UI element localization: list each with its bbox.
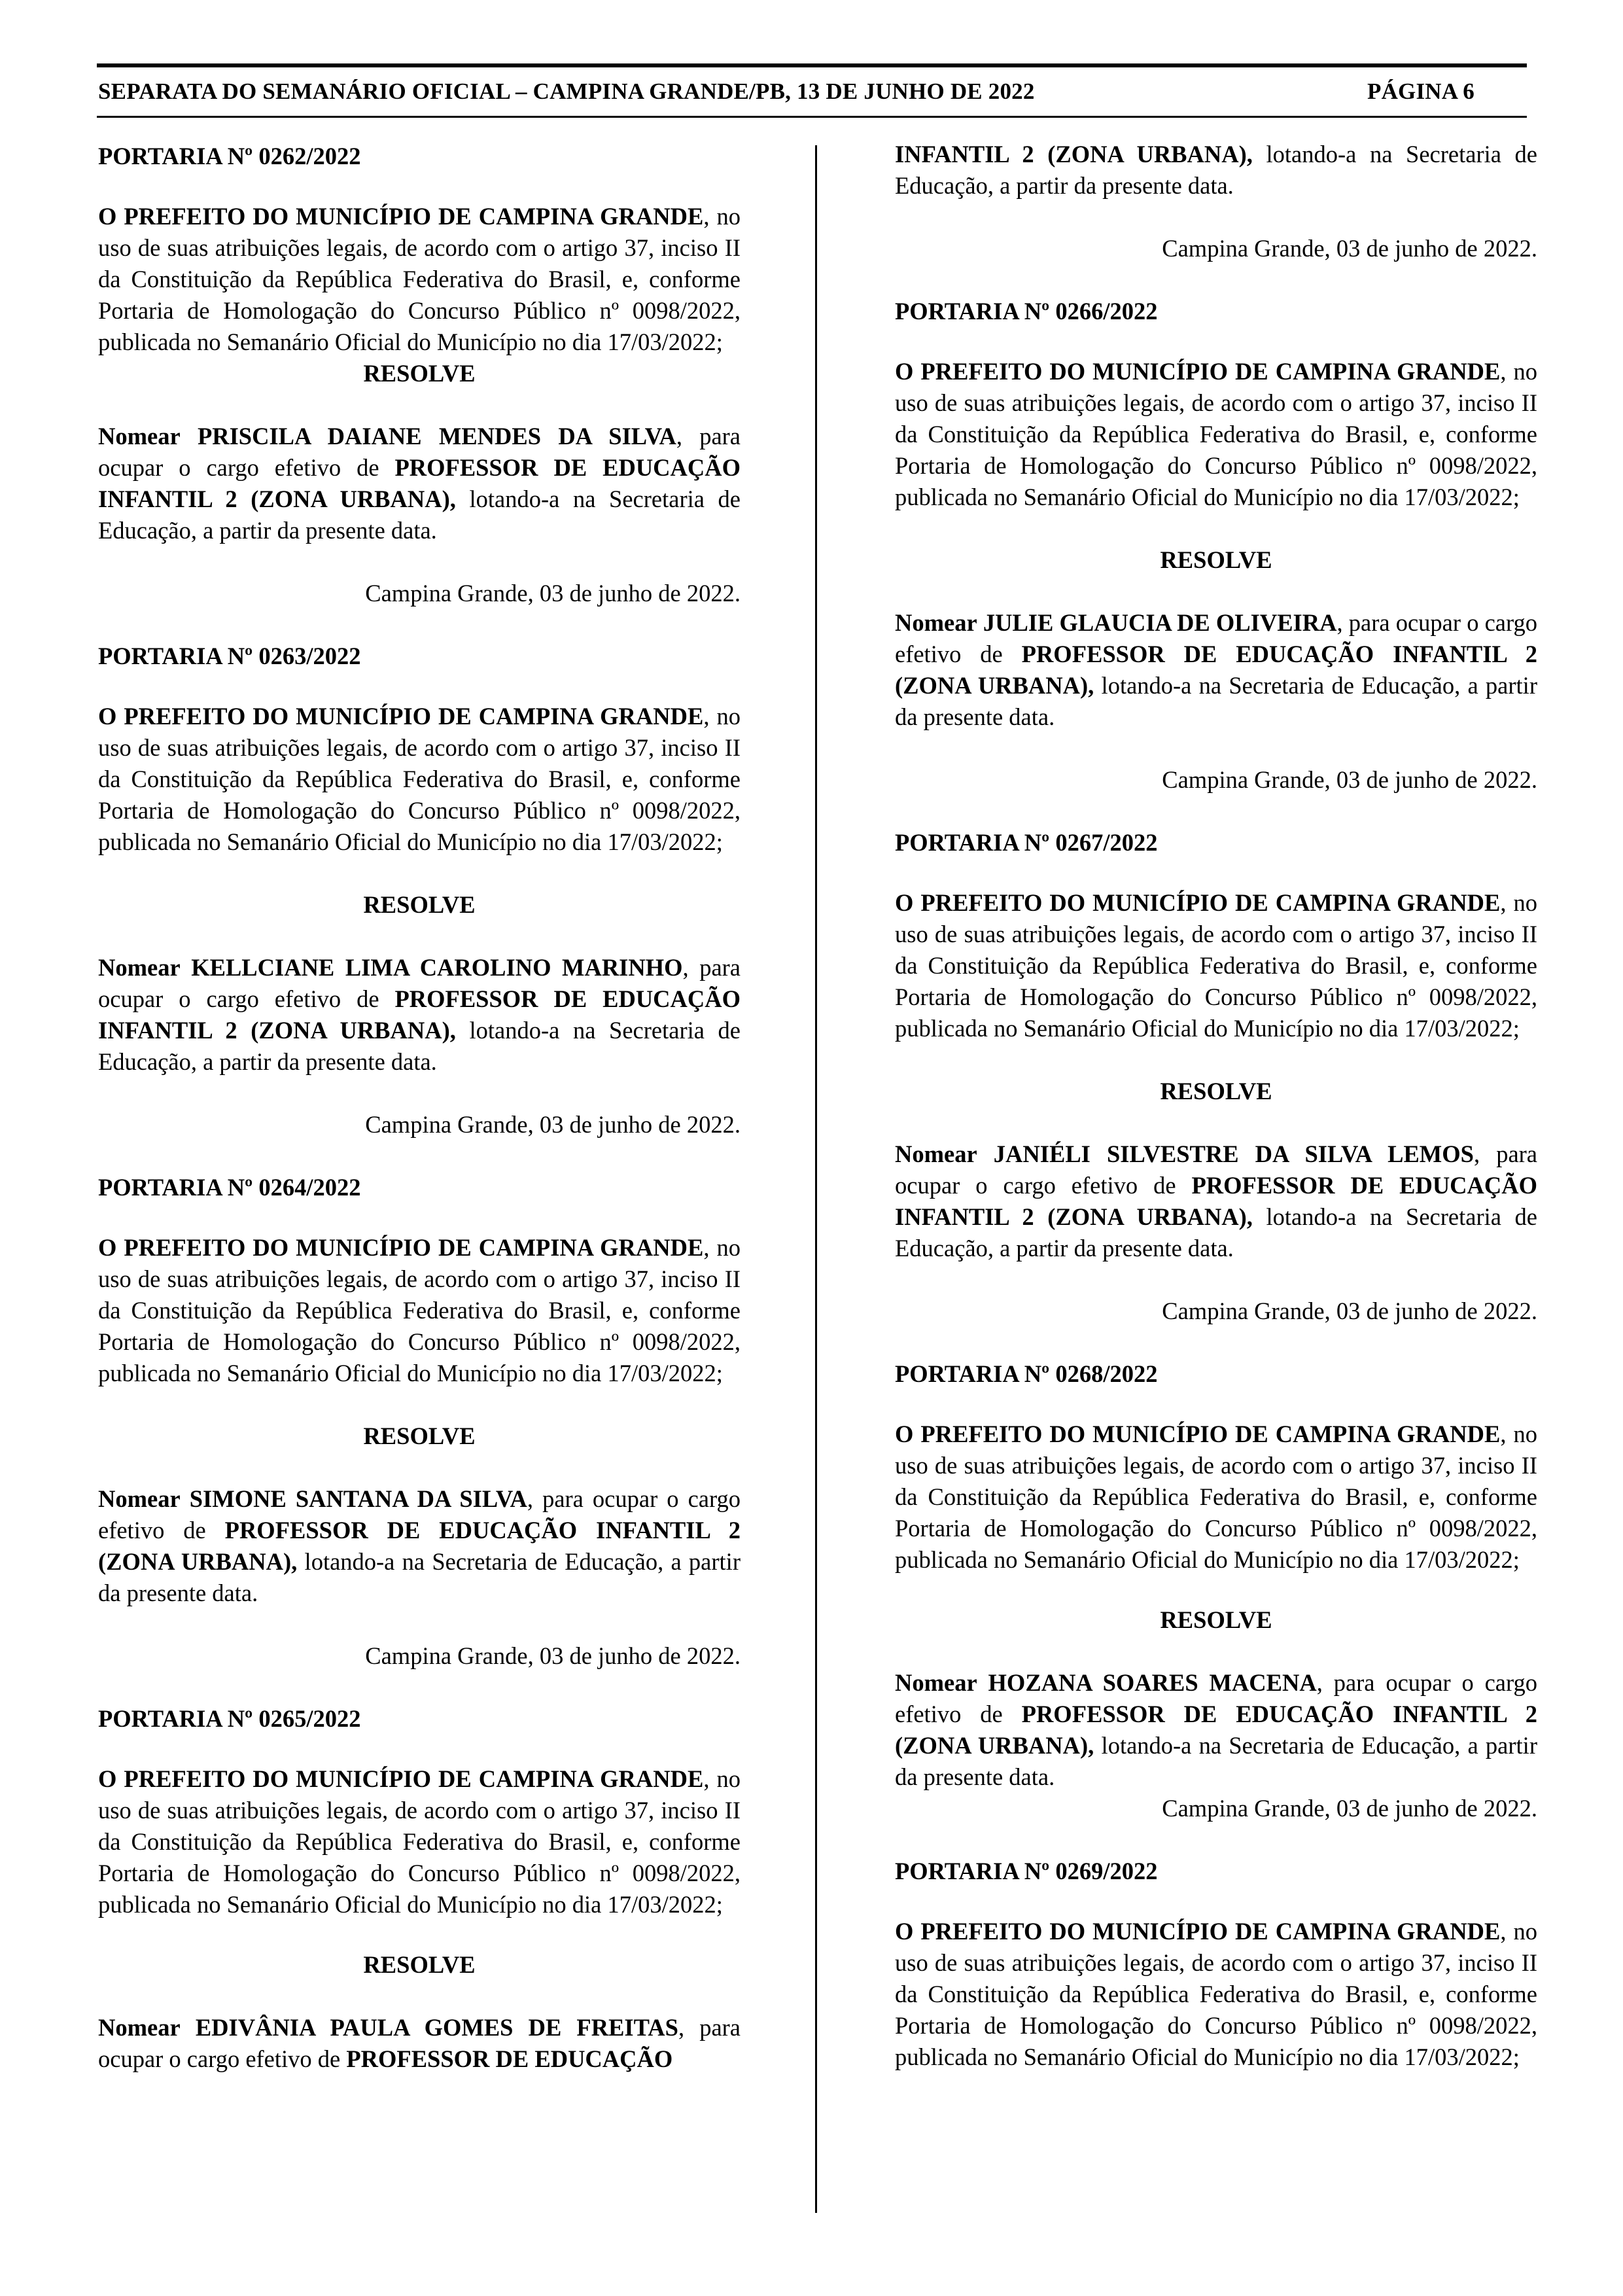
nomeacao-text: Nomear JANIÉLI SILVESTRE DA SILVA LEMOS, para ocupar o cargo efetivo de PROFESSOR DE EDUCAÇÃO INFANTIL 2 (ZONA URBANA), lotando-a na Secretaria de Educação, a partir da presente data. <box>895 1140 1538 1262</box>
portaria-title: PORTARIA Nº 0266/2022 <box>895 298 1158 325</box>
nomeacao-text: Nomear PRISCILA DAIANE MENDES DA SILVA, para ocupar o cargo efetivo de PROFESSOR DE EDUCAÇÃO INFANTIL 2 (ZONA URBANA), lotando-a na Secretaria de Educação, a partir da presente data. <box>98 423 741 544</box>
portaria-date: Campina Grande, 03 de junho de 2022. <box>365 1111 741 1138</box>
nomeacao-text: Nomear HOZANA SOARES MACENA, para ocupar o cargo efetivo de PROFESSOR DE EDUCAÇÃO INFANTIL 2 (ZONA URBANA), lotando-a na Secretaria de Educação, a partir da presente data. <box>895 1669 1538 1790</box>
portaria-date: Campina Grande, 03 de junho de 2022. <box>1162 1795 1537 1822</box>
nominee-name: KELLCIANE LIMA CAROLINO MARINHO <box>191 954 683 981</box>
resolve-heading: RESOLVE <box>363 1422 476 1449</box>
prefeito-label: O PREFEITO DO MUNICÍPIO DE CAMPINA GRANDE <box>98 1765 704 1792</box>
prefeito-label: O PREFEITO DO MUNICÍPIO DE CAMPINA GRANDE <box>895 1918 1501 1945</box>
portaria-intro: O PREFEITO DO MUNICÍPIO DE CAMPINA GRANDE, no uso de suas atribuições legais, de acordo com o artigo 37, inciso II da Constituição da República Federativa do Brasil, e, conforme Portaria de Homologação do Concurso Público nº 0098/2022, publicada no Semanário Oficial do Município no dia 17/03/2022; <box>98 703 741 855</box>
nomeacao-text: Nomear JULIE GLAUCIA DE OLIVEIRA, para ocupar o cargo efetivo de PROFESSOR DE EDUCAÇÃO INFANTIL 2 (ZONA URBANA), lotando-a na Secretaria de Educação, a partir da presente data. <box>895 609 1537 730</box>
portaria-intro: O PREFEITO DO MUNICÍPIO DE CAMPINA GRANDE, no uso de suas atribuições legais, de acordo com o artigo 37, inciso II da Constituição da República Federativa do Brasil, e, conforme Portaria de Homologação do Concurso Público nº 0098/2022, publicada no Semanário Oficial do Município no dia 17/03/2022; <box>895 1918 1538 2070</box>
header-title: SEPARATA DO SEMANÁRIO OFICIAL – CAMPINA GRANDE/PB, 13 DE JUNHO DE 2022 <box>98 79 1035 104</box>
right-column <box>895 139 1537 2073</box>
nomeacao-text-partial: Nomear EDIVÂNIA PAULA GOMES DE FREITAS, para ocupar o cargo efetivo de PROFESSOR DE EDUCAÇÃO <box>98 2014 741 2072</box>
prefeito-label: O PREFEITO DO MUNICÍPIO DE CAMPINA GRANDE <box>98 203 704 230</box>
resolve-heading: RESOLVE <box>1160 1606 1272 1633</box>
portaria-date: Campina Grande, 03 de junho de 2022. <box>1162 235 1537 262</box>
resolve-heading: RESOLVE <box>363 891 476 918</box>
portaria-intro: O PREFEITO DO MUNICÍPIO DE CAMPINA GRANDE, no uso de suas atribuições legais, de acordo com o artigo 37, inciso II da Constituição da República Federativa do Brasil, e, conforme Portaria de Homologação do Concurso Público nº 0098/2022, publicada no Semanário Oficial do Município no dia 17/03/2022; <box>98 1234 741 1386</box>
portaria-title: PORTARIA Nº 0268/2022 <box>895 1360 1158 1387</box>
prefeito-label: O PREFEITO DO MUNICÍPIO DE CAMPINA GRANDE <box>98 703 704 730</box>
portaria-title: PORTARIA Nº 0262/2022 <box>98 143 361 169</box>
nominee-name: HOZANA SOARES MACENA <box>988 1669 1317 1696</box>
nominee-name: JANIÉLI SILVESTRE DA SILVA LEMOS <box>993 1140 1474 1167</box>
prefeito-label: O PREFEITO DO MUNICÍPIO DE CAMPINA GRANDE <box>895 358 1501 385</box>
nomeacao-text: Nomear KELLCIANE LIMA CAROLINO MARINHO, para ocupar o cargo efetivo de PROFESSOR DE EDUCAÇÃO INFANTIL 2 (ZONA URBANA), lotando-a na Secretaria de Educação, a partir da presente data. <box>98 954 741 1075</box>
portaria-title: PORTARIA Nº 0269/2022 <box>895 1858 1158 1884</box>
column-divider <box>815 145 817 2213</box>
cargo-partial: PROFESSOR DE EDUCAÇÃO <box>346 2045 673 2072</box>
nominee-name: SIMONE SANTANA DA SILVA <box>189 1485 527 1512</box>
resolve-heading: RESOLVE <box>1160 1078 1272 1104</box>
resolve-heading: RESOLVE <box>363 1951 476 1978</box>
portaria-date: Campina Grande, 03 de junho de 2022. <box>1162 766 1537 793</box>
portaria-date: Campina Grande, 03 de junho de 2022. <box>365 1642 741 1669</box>
portaria-intro: O PREFEITO DO MUNICÍPIO DE CAMPINA GRANDE, no uso de suas atribuições legais, de acordo com o artigo 37, inciso II da Constituição da República Federativa do Brasil, e, conforme Portaria de Homologação do Concurso Público nº 0098/2022, publicada no Semanário Oficial do Município no dia 17/03/2022; <box>895 889 1538 1042</box>
portaria-title: PORTARIA Nº 0265/2022 <box>98 1705 361 1732</box>
portaria-title: PORTARIA Nº 0264/2022 <box>98 1174 361 1201</box>
portaria-title: PORTARIA Nº 0267/2022 <box>895 829 1158 856</box>
prefeito-label: O PREFEITO DO MUNICÍPIO DE CAMPINA GRANDE <box>98 1234 704 1261</box>
resolve-heading: RESOLVE <box>1160 546 1272 573</box>
portaria-intro: O PREFEITO DO MUNICÍPIO DE CAMPINA GRANDE, no uso de suas atribuições legais, de acordo com o artigo 37, inciso II da Constituição da República Federativa do Brasil, e, conforme Portaria de Homologação do Concurso Público nº 0098/2022, publicada no Semanário Oficial do Município no dia 17/03/2022; <box>895 1421 1538 1573</box>
portaria-date: Campina Grande, 03 de junho de 2022. <box>365 580 741 607</box>
portaria-intro: O PREFEITO DO MUNICÍPIO DE CAMPINA GRANDE, no uso de suas atribuições legais, de acordo com o artigo 37, inciso II da Constituição da República Federativa do Brasil, e, conforme Portaria de Homologação do Concurso Público nº 0098/2022, publicada no Semanário Oficial do Município no dia 17/03/2022; <box>98 203 741 355</box>
left-column <box>98 141 741 2075</box>
nominee-name: EDIVÂNIA PAULA GOMES DE FREITAS <box>195 2014 678 2041</box>
nomeacao-continuation: INFANTIL 2 (ZONA URBANA), lotando-a na Secretaria de Educação, a partir da presente data. <box>895 141 1538 199</box>
portaria-title: PORTARIA Nº 0263/2022 <box>98 643 361 669</box>
prefeito-label: O PREFEITO DO MUNICÍPIO DE CAMPINA GRANDE <box>895 1421 1501 1447</box>
page-number: PÁGINA 6 <box>1367 79 1475 104</box>
portaria-intro: O PREFEITO DO MUNICÍPIO DE CAMPINA GRANDE, no uso de suas atribuições legais, de acordo com o artigo 37, inciso II da Constituição da República Federativa do Brasil, e, conforme Portaria de Homologação do Concurso Público nº 0098/2022, publicada no Semanário Oficial do Município no dia 17/03/2022; <box>895 358 1538 510</box>
nominee-name: JULIE GLAUCIA DE OLIVEIRA <box>983 609 1337 636</box>
portaria-intro: O PREFEITO DO MUNICÍPIO DE CAMPINA GRANDE, no uso de suas atribuições legais, de acordo com o artigo 37, inciso II da Constituição da República Federativa do Brasil, e, conforme Portaria de Homologação do Concurso Público nº 0098/2022, publicada no Semanário Oficial do Município no dia 17/03/2022; <box>98 1765 741 1918</box>
prefeito-label: O PREFEITO DO MUNICÍPIO DE CAMPINA GRANDE <box>895 889 1501 916</box>
header-top-rule <box>97 63 1527 67</box>
nominee-name: PRISCILA DAIANE MENDES DA SILVA <box>197 423 676 450</box>
nomeacao-text: Nomear SIMONE SANTANA DA SILVA, para ocupar o cargo efetivo de PROFESSOR DE EDUCAÇÃO INFANTIL 2 (ZONA URBANA), lotando-a na Secretaria de Educação, a partir da presente data. <box>98 1485 741 1606</box>
portaria-date: Campina Grande, 03 de junho de 2022. <box>1162 1298 1537 1324</box>
header-bottom-rule <box>97 116 1527 118</box>
resolve-heading: RESOLVE <box>363 360 476 387</box>
